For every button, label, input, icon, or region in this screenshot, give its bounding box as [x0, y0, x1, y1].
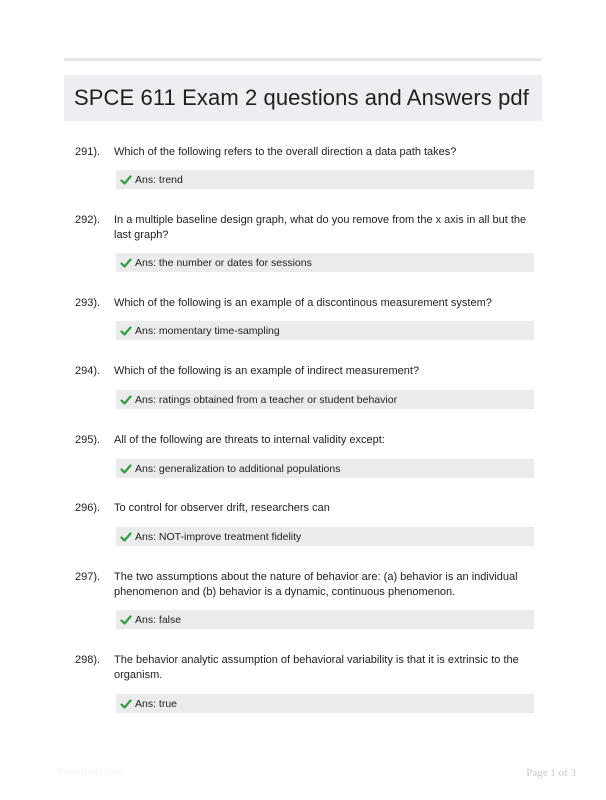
- answer-text: Ans: ratings obtained from a teacher or student behavior: [135, 393, 398, 406]
- check-icon: [120, 174, 132, 186]
- answer-box: [116, 610, 534, 629]
- answer-text: Ans: false: [135, 613, 182, 626]
- answer-text: Ans: the number or dates for sessions: [135, 256, 312, 269]
- question-number: 297).: [75, 571, 101, 583]
- footer-site: Paperhub.com: [58, 767, 124, 778]
- question-text: All of the following are threats to internal validity except:: [114, 434, 385, 446]
- answer-text: Ans: true: [135, 697, 178, 710]
- answer-box: [116, 321, 534, 340]
- answer-text: Ans: momentary time-sampling: [135, 324, 280, 337]
- title-band: [64, 75, 542, 121]
- check-icon: [120, 394, 132, 406]
- answer-box: [116, 527, 534, 546]
- check-icon: [120, 463, 132, 475]
- question-number: 295).: [75, 434, 101, 446]
- check-icon: [120, 325, 132, 337]
- check-icon: [120, 257, 132, 269]
- answer-box: [116, 253, 534, 272]
- question-number: 293).: [75, 297, 101, 309]
- question-text: In a multiple baseline design graph, what do you remove from the x axis in all but the last graph?: [114, 214, 527, 241]
- question-number: 294).: [75, 365, 101, 377]
- question-text: Which of the following is an example of a discontinous measurement system?: [114, 297, 492, 309]
- page-title: SPCE 611 Exam 2 questions and Answers pdf: [74, 85, 529, 110]
- check-icon: [120, 614, 132, 626]
- page-indicator: Page 1 of 3: [526, 767, 576, 779]
- question-text: Which of the following refers to the overall direction a data path takes?: [114, 146, 457, 158]
- answer-box: [116, 170, 534, 189]
- answer-text: Ans: NOT-improve treatment fidelity: [135, 530, 302, 543]
- question-number: 298).: [75, 654, 101, 666]
- question-number: 296).: [75, 502, 101, 514]
- question-number: 291).: [75, 146, 101, 158]
- answer-text: Ans: generalization to additional populations: [135, 462, 341, 475]
- question-text: To control for observer drift, researchers can: [114, 502, 330, 514]
- answer-text: Ans: trend: [135, 173, 183, 186]
- question-text: Which of the following is an example of indirect measurement?: [114, 365, 420, 377]
- question-text: The two assumptions about the nature of behavior are: (a) behavior is an individual phenomenon and (b) behavior is a dynamic, continuous phenomenon.: [114, 571, 518, 598]
- check-icon: [120, 698, 132, 710]
- answer-box: [116, 694, 534, 713]
- question-number: 292).: [75, 214, 101, 226]
- question-text: The behavior analytic assumption of behavioral variability is that it is extrinsic to the organism.: [114, 654, 519, 681]
- top-divider: [64, 58, 542, 61]
- check-icon: [120, 531, 132, 543]
- answer-box: [116, 459, 534, 478]
- answer-box: [116, 390, 534, 409]
